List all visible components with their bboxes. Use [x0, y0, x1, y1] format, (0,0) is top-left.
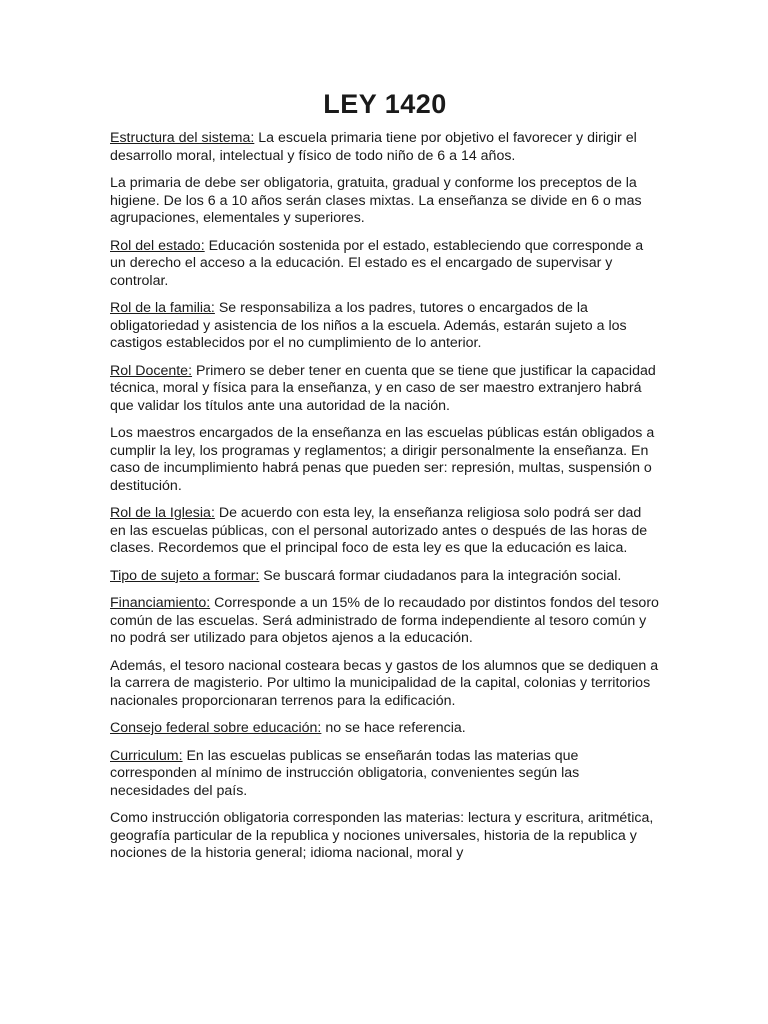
paragraph-financiamiento [110, 595, 660, 648]
paragraph-tipo-sujeto [110, 568, 660, 586]
paragraph-label: Rol del estado: [110, 237, 205, 254]
paragraph-text: Educación sostenida por el estado, estableciendo que corresponde a un derecho el acceso a la educación. El estado es el encargado de supervisar y controlar. [110, 237, 644, 289]
paragraph-label: Tipo de sujeto a formar: [110, 567, 260, 584]
paragraph-label: Estructura del sistema: [110, 130, 255, 146]
paragraph-text: Primero se deber tener en cuenta que se tiene que justificar la capacidad técnica, moral y física para la enseñanza, y en caso de ser maestro extranjero habrá que validar los títulos ante una autoridad de la nación. [110, 362, 656, 414]
paragraph-label: Curriculum: [110, 747, 183, 764]
paragraph-curriculum [110, 748, 660, 801]
paragraph-text: La primaria de debe ser obligatoria, gratuita, gradual y conforme los preceptos de la higiene. De los 6 a 10 años serán clases mixtas. La enseñanza se divide en 6 o mas agrupaciones, elementales y superiores. [110, 175, 642, 226]
paragraph-label: Rol de la familia: [110, 300, 215, 316]
paragraph-text: Corresponde a un 15% de lo recaudado por distintos fondos del tesoro común de las escuelas. Será administrado de forma independiente al tesoro común y no podrá ser utilizado para objetos ajenos a la educación. [110, 595, 659, 646]
paragraph-text: Se responsabiliza a los padres, tutores o encargados de la obligatoriedad y asistencia de los niños a la escuela. Además, estarán sujeto a los castigos establecidos por el no cumplimiento de lo anterior. [110, 300, 627, 351]
paragraph-consejo-federal [110, 720, 660, 738]
paragraph-text: Los maestros encargados de la enseñanza en las escuelas públicas están obligados a cumplir la ley, los programas y reglamentos; a dirigir personalmente la enseñanza. En caso de incumplimiento habrá penas que pueden ser: represión, multas, suspensión o destitución. [110, 425, 655, 494]
document-title: LEY 1420 [323, 89, 447, 119]
paragraph-label: Consejo federal sobre educación: [110, 720, 322, 736]
paragraph-text: Como instrucción obligatoria corresponden las materias: lectura y escritura, aritmética, geografía particular de la republica y nociones universales, historia de la republica y nociones de la historia general; idioma nacional, moral y [110, 810, 654, 861]
paragraph-primaria [110, 175, 660, 228]
paragraph-rol-estado [110, 238, 660, 291]
paragraph-label: Rol de la Iglesia: [110, 505, 215, 521]
paragraph-rol-docente [110, 363, 660, 416]
paragraph-text: De acuerdo con esta ley, la enseñanza religiosa solo podrá ser dad en las escuelas públicas, con el personal autorizado antes o después de las horas de clases. Recordemos que el principal foco de esta ley es que la educación es laica. [110, 505, 648, 556]
paragraph-text: no se hace referencia. [321, 720, 466, 736]
paragraph-text: Se buscará formar ciudadanos para la integración social. [259, 567, 622, 584]
paragraph-label: Financiamiento: [110, 595, 211, 611]
paragraph-instruccion-obligatoria [110, 810, 660, 863]
paragraph-rol-iglesia [110, 505, 660, 558]
paragraph-maestros [110, 425, 660, 495]
paragraph-text: La escuela primaria tiene por objetivo el favorecer y dirigir el desarrollo moral, intelectual y físico de todo niño de 6 a 14 años. [110, 130, 637, 164]
paragraph-estructura [110, 130, 660, 165]
paragraph-rol-familia [110, 300, 660, 353]
paragraph-text: En las escuelas publicas se enseñarán todas las materias que corresponden al mínimo de instrucción obligatoria, convenientes según las necesidades del país. [110, 747, 580, 799]
paragraph-tesoro-nacional [110, 658, 660, 711]
paragraph-text: Además, el tesoro nacional costeara becas y gastos de los alumnos que se dediquen a la carrera de magisterio. Por ultimo la municipalidad de la capital, colonias y territorios nacionales proporcionaran terrenos para la edificación. [110, 657, 659, 709]
document-page [110, 88, 660, 873]
paragraph-label: Rol Docente: [110, 362, 193, 379]
